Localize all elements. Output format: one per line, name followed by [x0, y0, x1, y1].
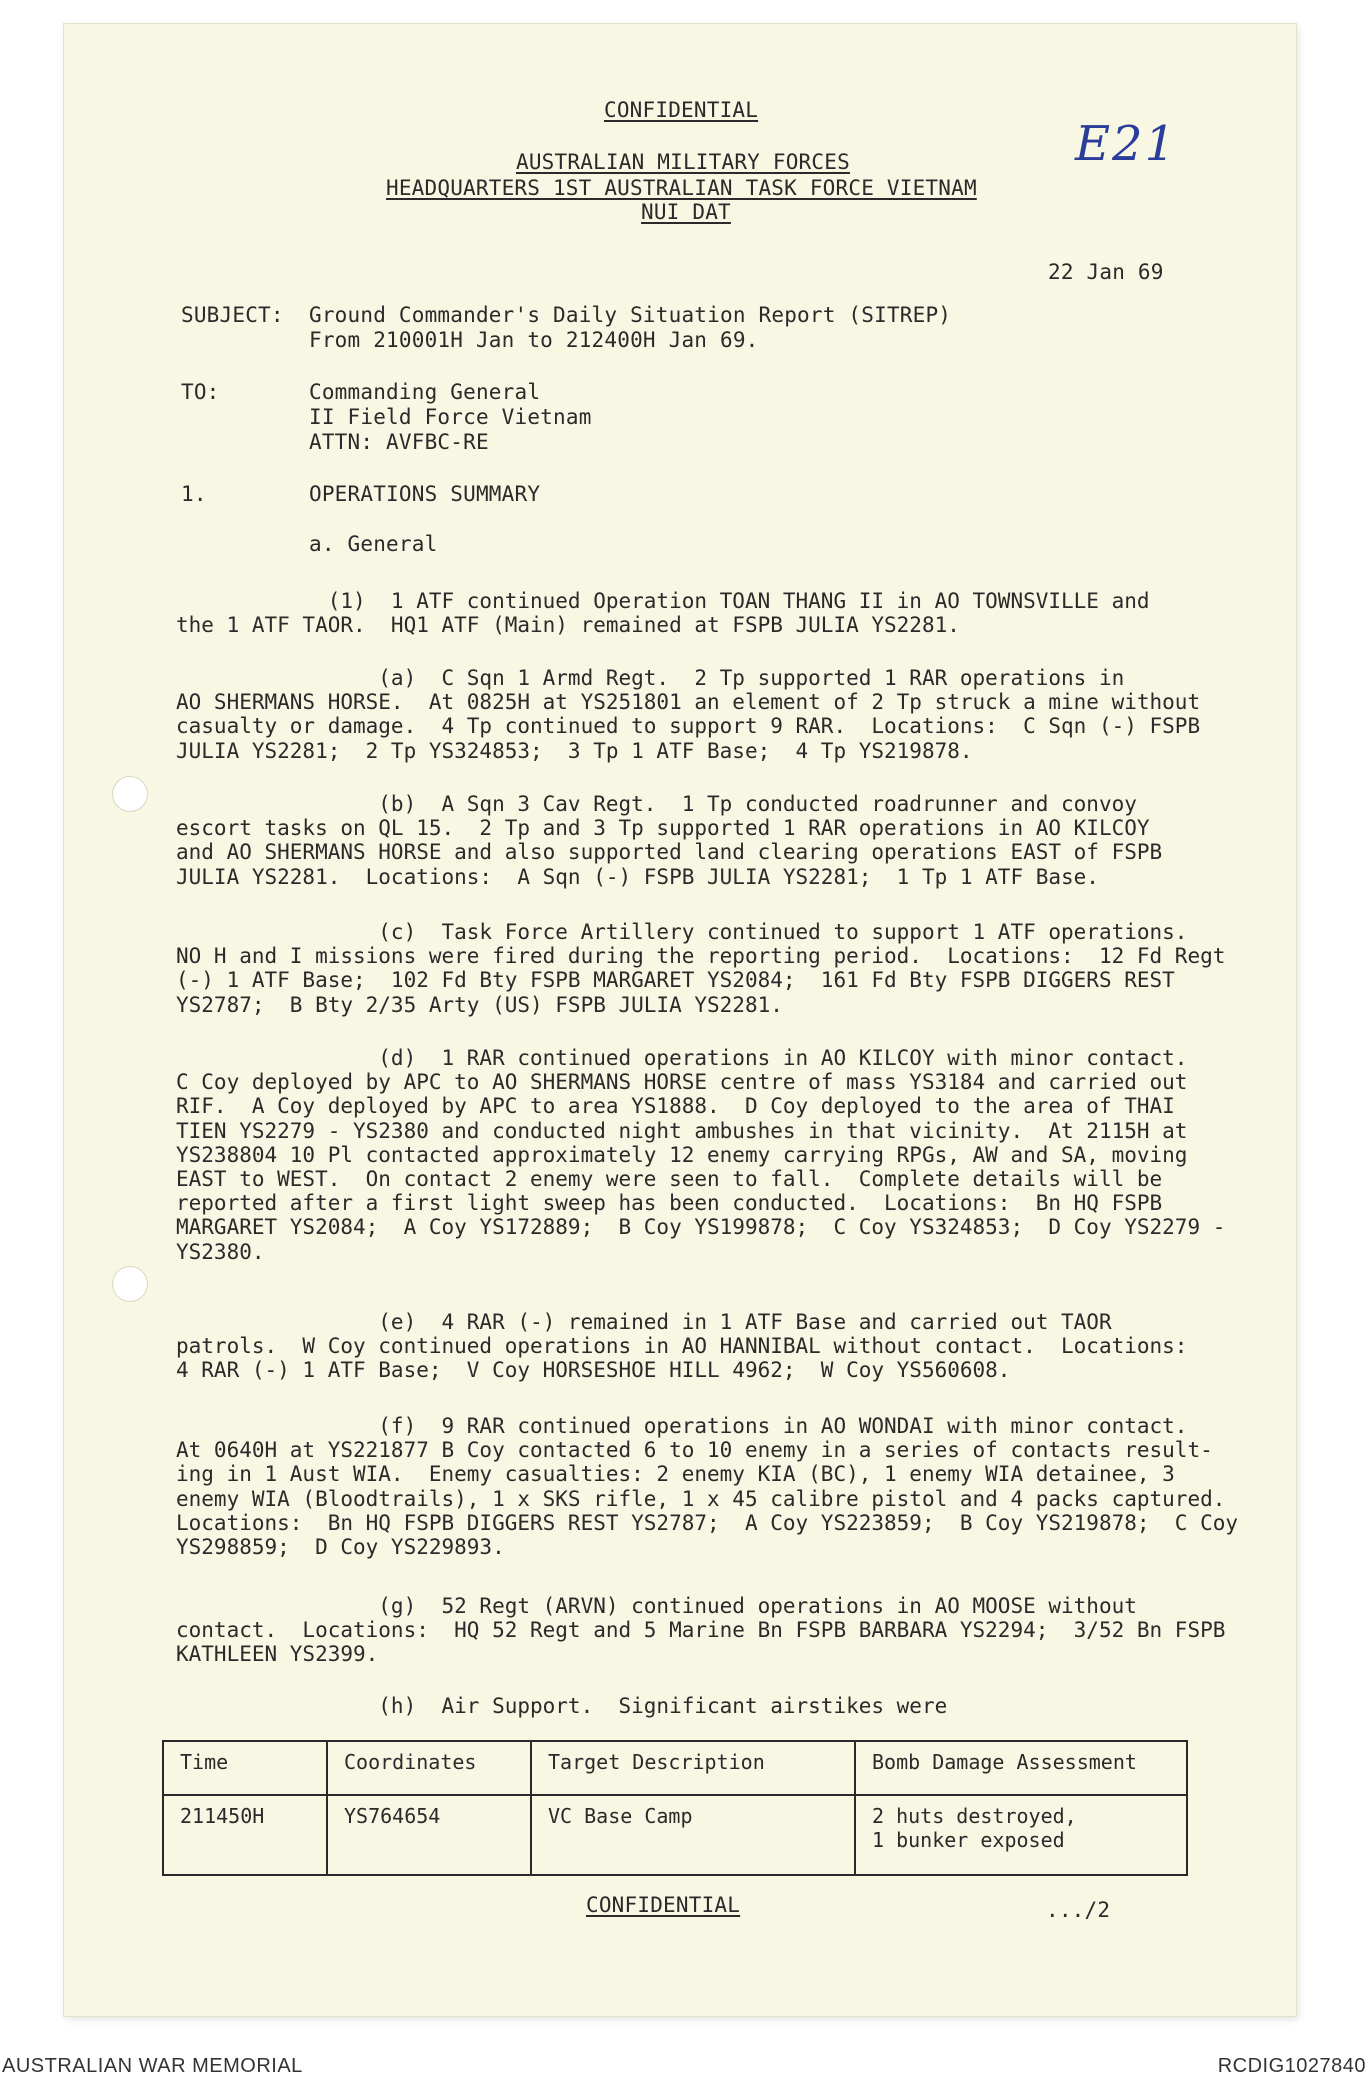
- punch-hole: [112, 1266, 148, 1302]
- text-line: (b) A Sqn 3 Cav Regt. 1 Tp conducted roadrunner and convoy: [176, 792, 1137, 816]
- to-line-1: Commanding General: [309, 380, 541, 404]
- text-line: MARGARET YS2084; A Coy YS172889; B Coy YS199878; C Coy YS324853; D Coy YS2279 -: [176, 1215, 1226, 1240]
- subject-line-2: From 210001H Jan to 212400H Jan 69.: [309, 328, 759, 352]
- paragraph-f: [176, 1414, 1239, 1560]
- text-line: patrols. W Coy continued operations in AO HANNIBAL without contact. Locations:: [176, 1334, 1188, 1359]
- paragraph-g: [176, 1594, 1236, 1667]
- subject-line-1: Ground Commander's Daily Situation Report (SITREP): [309, 303, 952, 327]
- text-line: C Coy deployed by APC to AO SHERMANS HORSE centre of mass YS3184 and carried out: [176, 1070, 1188, 1095]
- text-line: (1) 1 ATF continued Operation TOAN THANG II in AO TOWNSVILLE and: [176, 589, 1150, 613]
- cell-bda: [855, 1795, 1187, 1875]
- text-line: (h) Air Support. Significant airstikes were: [176, 1694, 948, 1718]
- column-header-coordinates: Coordinates: [327, 1741, 531, 1795]
- table-header-row: [163, 1741, 1187, 1795]
- text-line: contact. Locations: HQ 52 Regt and 5 Marine Bn FSPB BARBARA YS2294; 3/52 Bn FSPB: [176, 1618, 1226, 1643]
- bda-line: 1 bunker exposed: [872, 1828, 1065, 1852]
- archive-credit: AUSTRALIAN WAR MEMORIAL: [2, 2055, 303, 2077]
- paragraph-a: [176, 666, 1236, 763]
- text-line: EAST to WEST. On contact 2 enemy were seen to fall. Complete details will be: [176, 1167, 1163, 1192]
- text-line: (f) 9 RAR continued operations in AO WONDAI with minor contact.: [176, 1414, 1188, 1438]
- text-line: (d) 1 RAR continued operations in AO KILCOY with minor contact.: [176, 1046, 1188, 1070]
- handwritten-reference: E21: [1075, 116, 1178, 172]
- to-line-3: ATTN: AVFBC-RE: [309, 430, 489, 454]
- text-line: casualty or damage. 4 Tp continued to support 9 RAR. Locations: C Sqn (-) FSPB: [176, 714, 1201, 739]
- paragraph-d: [176, 1046, 1236, 1264]
- paragraph-1: [176, 589, 1236, 637]
- subsection-general: a. General: [309, 532, 438, 556]
- org-line-1: AUSTRALIAN MILITARY FORCES: [516, 150, 850, 174]
- cell-coordinates: YS764654: [327, 1795, 531, 1875]
- text-line: JULIA YS2281. Locations: A Sqn (-) FSPB JULIA YS2281; 1 Tp 1 ATF Base.: [176, 864, 1099, 889]
- to-line-2: II Field Force Vietnam: [309, 405, 592, 429]
- text-line: enemy WIA (Bloodtrails), 1 x SKS rifle, 1 x 45 calibre pistol and 4 packs captured.: [176, 1486, 1226, 1511]
- text-line: (g) 52 Regt (ARVN) continued operations in AO MOOSE without: [176, 1594, 1137, 1618]
- section-number: 1.: [181, 482, 207, 506]
- airstrike-table: [162, 1740, 1188, 1876]
- text-line: RIF. A Coy deployed by APC to area YS1888. D Coy deployed to the area of THAI: [176, 1094, 1175, 1119]
- text-line: and AO SHERMANS HORSE and also supported land clearing operations EAST of FSPB: [176, 840, 1163, 865]
- paragraph-h: [176, 1694, 1236, 1718]
- cell-target: VC Base Camp: [531, 1795, 855, 1875]
- cell-time: 211450H: [163, 1795, 327, 1875]
- text-line: KATHLEEN YS2399.: [176, 1642, 379, 1667]
- text-line: ing in 1 Aust WIA. Enemy casualties: 2 enemy KIA (BC), 1 enemy WIA detainee, 3: [176, 1462, 1175, 1487]
- text-line: TIEN YS2279 - YS2380 and conducted night ambushes in that vicinity. At 2115H at: [176, 1118, 1188, 1143]
- classification-bottom: CONFIDENTIAL: [586, 1893, 741, 1917]
- text-line: YS298859; D Coy YS229893.: [176, 1535, 505, 1560]
- column-header-target: Target Description: [531, 1741, 855, 1795]
- text-line: (e) 4 RAR (-) remained in 1 ATF Base and carried out TAOR: [176, 1310, 1112, 1334]
- text-line: YS2380.: [176, 1239, 265, 1264]
- column-header-bda: Bomb Damage Assessment: [855, 1741, 1187, 1795]
- column-header-time: Time: [163, 1741, 327, 1795]
- bda-line: 2 huts destroyed,: [872, 1804, 1077, 1828]
- document-date: 22 Jan 69: [1048, 260, 1164, 284]
- text-line: 4 RAR (-) 1 ATF Base; V Coy HORSESHOE HILL 4962; W Coy YS560608.: [176, 1358, 1011, 1383]
- text-line: the 1 ATF TAOR. HQ1 ATF (Main) remained at FSPB JULIA YS2281.: [176, 613, 960, 638]
- paragraph-c: [176, 920, 1236, 1017]
- text-line: NO H and I missions were fired during the reporting period. Locations: 12 Fd Regt: [176, 944, 1226, 969]
- text-line: JULIA YS2281; 2 Tp YS324853; 3 Tp 1 ATF Base; 4 Tp YS219878.: [176, 738, 973, 763]
- classification-top: CONFIDENTIAL: [604, 98, 759, 122]
- text-line: YS2787; B Bty 2/35 Arty (US) FSPB JULIA YS2281.: [176, 992, 783, 1017]
- archive-id: RCDIG1027840: [1217, 2055, 1366, 2077]
- punch-hole: [112, 776, 148, 812]
- text-line: Locations: Bn HQ FSPB DIGGERS REST YS2787; A Coy YS223859; B Coy YS219878; C Coy: [176, 1510, 1239, 1535]
- page-continuation: .../2: [1046, 1898, 1111, 1922]
- section-title: OPERATIONS SUMMARY: [309, 482, 541, 506]
- text-line: (-) 1 ATF Base; 102 Fd Bty FSPB MARGARET YS2084; 161 Fd Bty FSPB DIGGERS REST: [176, 968, 1175, 993]
- paragraph-b: [176, 792, 1236, 889]
- to-label: TO:: [181, 380, 220, 404]
- subject-label: SUBJECT:: [181, 303, 284, 327]
- text-line: escort tasks on QL 15. 2 Tp and 3 Tp supported 1 RAR operations in AO KILCOY: [176, 816, 1150, 841]
- text-line: YS238804 10 Pl contacted approximately 12 enemy carrying RPGs, AW and SA, moving: [176, 1142, 1188, 1167]
- text-line: AO SHERMANS HORSE. At 0825H at YS251801 an element of 2 Tp struck a mine without: [176, 690, 1201, 715]
- org-line-3: NUI DAT: [641, 200, 731, 224]
- text-line: (a) C Sqn 1 Armd Regt. 2 Tp supported 1 RAR operations in: [176, 666, 1125, 690]
- paragraph-e: [176, 1310, 1236, 1383]
- table-row: [163, 1795, 1187, 1875]
- text-line: (c) Task Force Artillery continued to support 1 ATF operations.: [176, 920, 1188, 944]
- text-line: reported after a first light sweep has been conducted. Locations: Bn HQ FSPB: [176, 1191, 1163, 1216]
- org-line-2: HEADQUARTERS 1ST AUSTRALIAN TASK FORCE VIETNAM: [386, 176, 977, 200]
- text-line: At 0640H at YS221877 B Coy contacted 6 to 10 enemy in a series of contacts result-: [176, 1438, 1213, 1463]
